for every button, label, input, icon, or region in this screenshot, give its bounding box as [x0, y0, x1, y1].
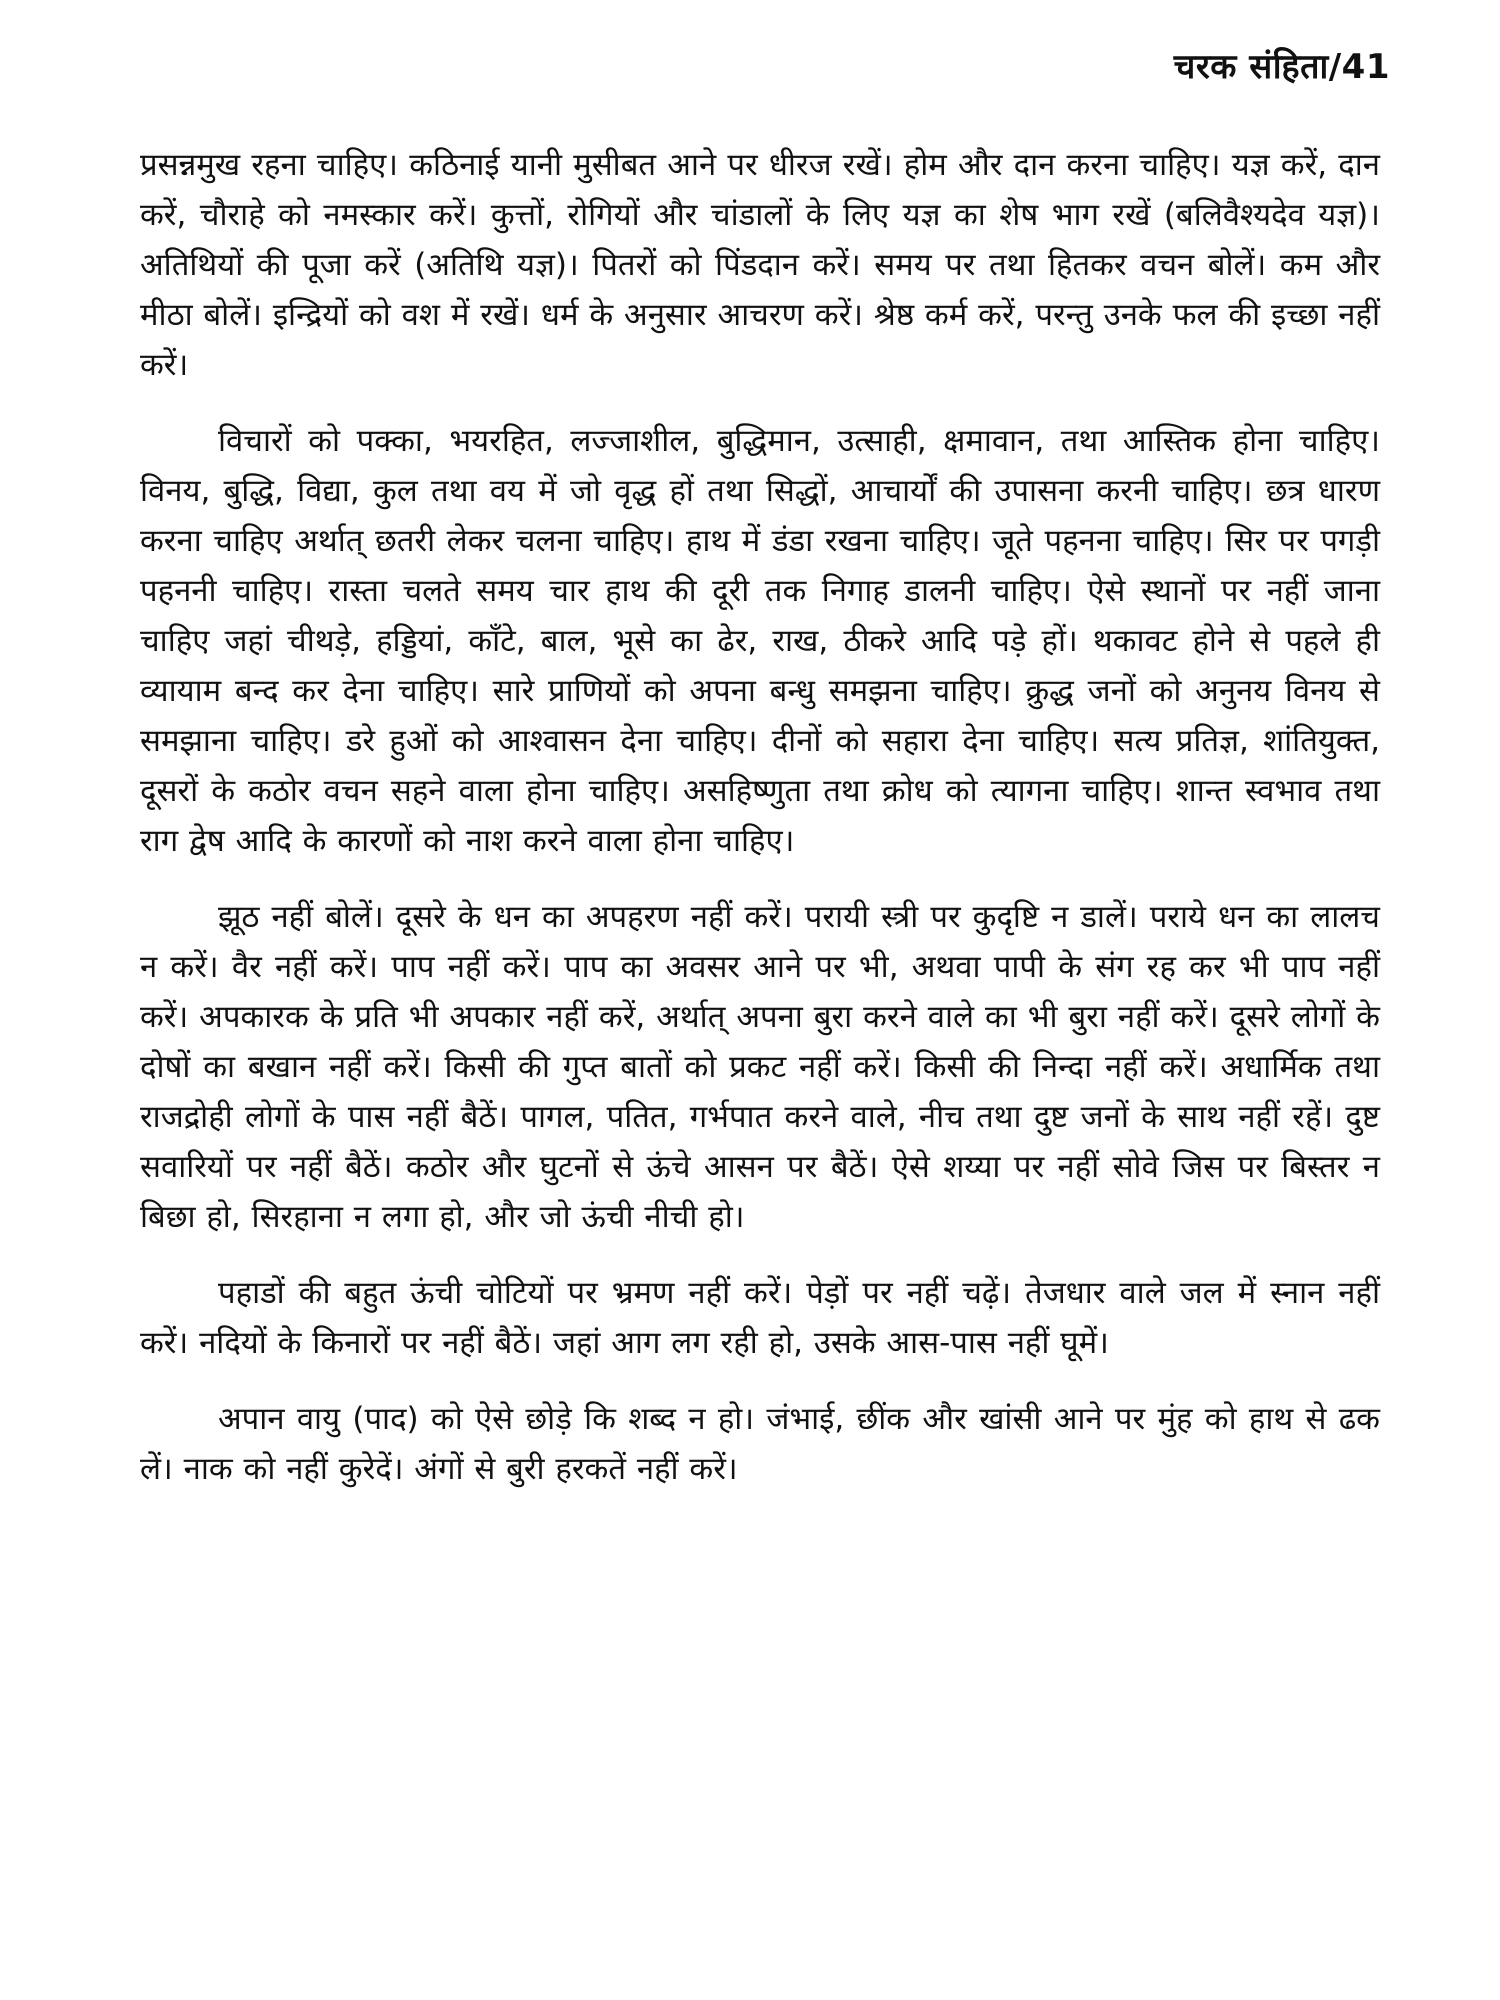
paragraph-virtues: विचारों को पक्का, भयरहित, लज्जाशील, बुद्धिमान, उत्साही, क्षमावान, तथा आस्तिक होना चाहिए। विनय, बुद्धि, विद्या, कुल तथा वय में जो वृद्ध हों तथा सिद्धों, आचार्यों की उपासना करनी चाहिए। छत्र धारण करना चाहिए अर्थात् छतरी लेकर चलना चाहिए। हाथ में डंडा रखना चाहिए। जूते पहनना चाहिए। सिर पर पगड़ी पहननी चाहिए। रास्ता चलते समय चार हाथ की दूरी तक निगाह डालनी चाहिए। ऐसे स्थानों पर नहीं जाना चाहिए जहां चीथड़े, हड्डियां, काँटे, बाल, भूसे का ढेर, राख, ठीकरे आदि पड़े हों। थकावट होने से पहले ही व्यायाम बन्द कर देना चाहिए। सारे प्राणियों को अपना बन्धु समझना चाहिए। क्रुद्ध जनों को अनुनय विनय से समझाना चाहिए। डरे हुओं को आश्वासन देना चाहिए। दीनों को सहारा देना चाहिए। सत्य प्रतिज्ञ, शांतियुक्त, दूसरों के कठोर वचन सहने वाला होना चाहिए। असहिष्णुता तथा क्रोध को त्यागना चाहिए। शान्त स्वभाव तथा राग द्वेष आदि के कारणों को नाश करने वाला होना चाहिए। [140, 423, 1380, 859]
body-text [140, 140, 1380, 1520]
paragraph-prohibitions: झूठ नहीं बोलें। दूसरे के धन का अपहरण नहीं करें। परायी स्त्री पर कुदृष्टि न डालें। पराये धन का लालच न करें। वैर नहीं करें। पाप नहीं करें। पाप का अवसर आने पर भी, अथवा पापी के संग रह कर भी पाप नहीं करें। अपकारक के प्रति भी अपकार नहीं करें, अर्थात् अपना बुरा करने वाले का भी बुरा नहीं करें। दूसरे लोगों के दोषों का बखान नहीं करें। किसी की गुप्त बातों को प्रकट नहीं करें। किसी की निन्दा नहीं करें। अधार्मिक तथा राजद्रोही लोगों के पास नहीं बैठें। पागल, पतित, गर्भपात करने वाले, नीच तथा दुष्ट जनों के साथ नहीं रहें। दुष्ट सवारियों पर नहीं बैठें। कठोर और घुटनों से ऊंचे आसन पर बैठें। ऐसे शय्या पर नहीं सोवे जिस पर बिस्तर न बिछा हो, सिरहाना न लगा हो, और जो ऊंची नीची हो। [140, 899, 1380, 1235]
paragraph-conduct-duties: प्रसन्नमुख रहना चाहिए। कठिनाई यानी मुसीबत आने पर धीरज रखें। होम और दान करना चाहिए। यज्ञ करें, दान करें, चौराहे को नमस्कार करें। कुत्तों, रोगियों और चांडालों के लिए यज्ञ का शेष भाग रखें (बलिवैश्यदेव यज्ञ)। अतिथियों की पूजा करें (अतिथि यज्ञ)। पितरों को पिंडदान करें। समय पर तथा हितकर वचन बोलें। कम और मीठा बोलें। इन्द्रियों को वश में रखें। धर्म के अनुसार आचरण करें। श्रेष्ठ कर्म करें, परन्तु उनके फल की इच्छा नहीं करें। [140, 147, 1380, 383]
running-header: चरक संहिता/41 [1173, 47, 1390, 87]
paragraph-bodily-etiquette: अपान वायु (पाद) को ऐसे छोड़े कि शब्द न हो। जंभाई, छींक और खांसी आने पर मुंह को हाथ से ढक लें। नाक को नहीं कुरेदें। अंगों से बुरी हरकतें नहीं करें। [140, 1401, 1380, 1487]
paragraph-dangerous-places: पहाडों की बहुत ऊंची चोटियों पर भ्रमण नहीं करें। पेड़ों पर नहीं चढ़ें। तेजधार वाले जल में स्नान नहीं करें। नदियों के किनारों पर नहीं बैठें। जहां आग लग रही हो, उसके आस-पास नहीं घूमें। [140, 1275, 1380, 1361]
